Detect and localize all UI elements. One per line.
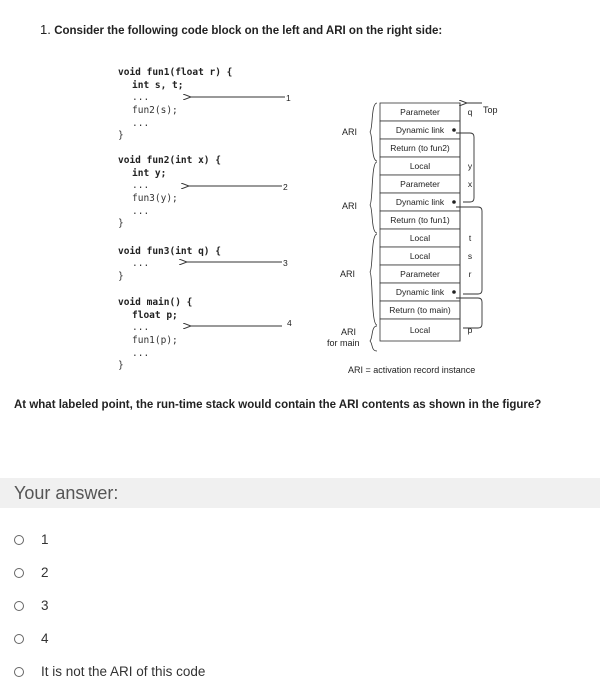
- runtime-stack: [380, 103, 473, 341]
- stack-var-label: x: [467, 179, 473, 189]
- fun2-close: }: [118, 218, 124, 229]
- main-dots-1: ...: [132, 322, 150, 333]
- stack-cell-text: Return (to main): [389, 305, 451, 315]
- question-title: [40, 22, 442, 37]
- question-text: Consider the following code block on the left and ARI on the right side:: [54, 25, 443, 37]
- fun2-dots-2: ...: [132, 206, 150, 217]
- fun1-dots-2: ...: [132, 118, 150, 129]
- stack-var-label: r: [468, 269, 472, 279]
- answer-option-text: 3: [41, 598, 49, 613]
- stack-var-label: y: [467, 161, 473, 171]
- answer-option-text: 4: [41, 631, 49, 646]
- stack-cell-text: Dynamic link: [395, 287, 445, 297]
- stack-var-label: p: [467, 325, 473, 335]
- stack-cell-text: Return (to fun1): [390, 215, 450, 225]
- stack-cell-text: Return (to fun2): [390, 143, 450, 153]
- stack-cell-text: Parameter: [400, 269, 440, 279]
- answer-option-5[interactable]: [14, 664, 205, 679]
- ari-brace-fun2: [370, 162, 377, 233]
- dynamic-link-dot: [452, 200, 456, 204]
- fun1-dots-1: ...: [132, 92, 150, 103]
- stack-cell-text: Local: [409, 161, 431, 171]
- question-number: 1.: [40, 22, 51, 37]
- ari-label-fun1: ARI: [340, 269, 356, 279]
- point-3-label: 3: [283, 258, 288, 268]
- answer-option-4[interactable]: [14, 631, 49, 646]
- main-call: fun1(p);: [132, 335, 178, 346]
- fun3-dots: ...: [132, 258, 150, 269]
- main-dots-2: ...: [132, 348, 150, 359]
- stack-cell-text: Parameter: [400, 107, 440, 117]
- stack-cell-text: Local: [409, 233, 431, 243]
- fun1-call: fun2(s);: [132, 105, 178, 116]
- ari-brace-fun1: [370, 234, 377, 325]
- code-and-stack-figure: [0, 55, 600, 385]
- ari-brace-fun3: [370, 103, 377, 161]
- answer-option-3[interactable]: [14, 598, 49, 613]
- main-signature: void main() {: [118, 297, 193, 308]
- stack-cell-text: Local: [409, 325, 431, 335]
- stack-var-label: s: [467, 251, 473, 261]
- radio-icon[interactable]: [14, 667, 24, 677]
- fun2-declaration: int y;: [132, 168, 167, 179]
- fun1-declaration: int s, t;: [132, 80, 184, 91]
- your-answer-label: Your answer:: [0, 478, 600, 508]
- fun1-signature: void fun1(float r) {: [118, 67, 233, 78]
- stack-var-label: q: [467, 107, 473, 117]
- radio-icon[interactable]: [14, 535, 24, 545]
- answer-option-text: 2: [41, 565, 49, 580]
- ari-label-fun3: ARI: [342, 127, 358, 137]
- fun1-close: }: [118, 130, 124, 141]
- fun2-signature: void fun2(int x) {: [118, 155, 221, 166]
- stack-cell-text: Dynamic link: [395, 125, 445, 135]
- stack-cell-text: Dynamic link: [395, 197, 445, 207]
- fun2-dots-1: ...: [132, 180, 150, 191]
- answer-option-text: 1: [41, 532, 49, 547]
- main-declaration: float p;: [132, 310, 178, 321]
- dynamic-link-dot: [452, 128, 456, 132]
- ari-brace-main: [370, 326, 377, 351]
- radio-icon[interactable]: [14, 601, 24, 611]
- main-close: }: [118, 360, 124, 371]
- answer-option-text: It is not the ARI of this code: [41, 664, 206, 679]
- radio-icon[interactable]: [14, 634, 24, 644]
- stack-cell-text: Local: [409, 251, 431, 261]
- ari-label-for-main: for main: [327, 338, 360, 348]
- fun3-close: }: [118, 271, 124, 282]
- answer-option-1[interactable]: [14, 532, 49, 547]
- fun3-signature: void fun3(int q) {: [118, 246, 221, 257]
- radio-icon[interactable]: [14, 568, 24, 578]
- point-1-label: 1: [286, 93, 291, 103]
- fun2-call: fun3(y);: [132, 193, 178, 204]
- question-prompt: At what labeled point, the run-time stack would contain the ARI contents as shown in the figure?: [14, 399, 542, 411]
- ari-legend: ARI = activation record instance: [348, 365, 476, 375]
- answer-option-2[interactable]: [14, 565, 49, 580]
- dynamic-link-dot: [452, 290, 456, 294]
- ari-label-main: ARI: [341, 327, 357, 337]
- stack-var-label: t: [468, 233, 472, 243]
- ari-label-fun2: ARI: [342, 201, 358, 211]
- point-2-label: 2: [283, 182, 288, 192]
- point-4-label: 4: [287, 318, 292, 328]
- top-label: Top: [483, 105, 498, 115]
- stack-cell-text: Parameter: [400, 179, 440, 189]
